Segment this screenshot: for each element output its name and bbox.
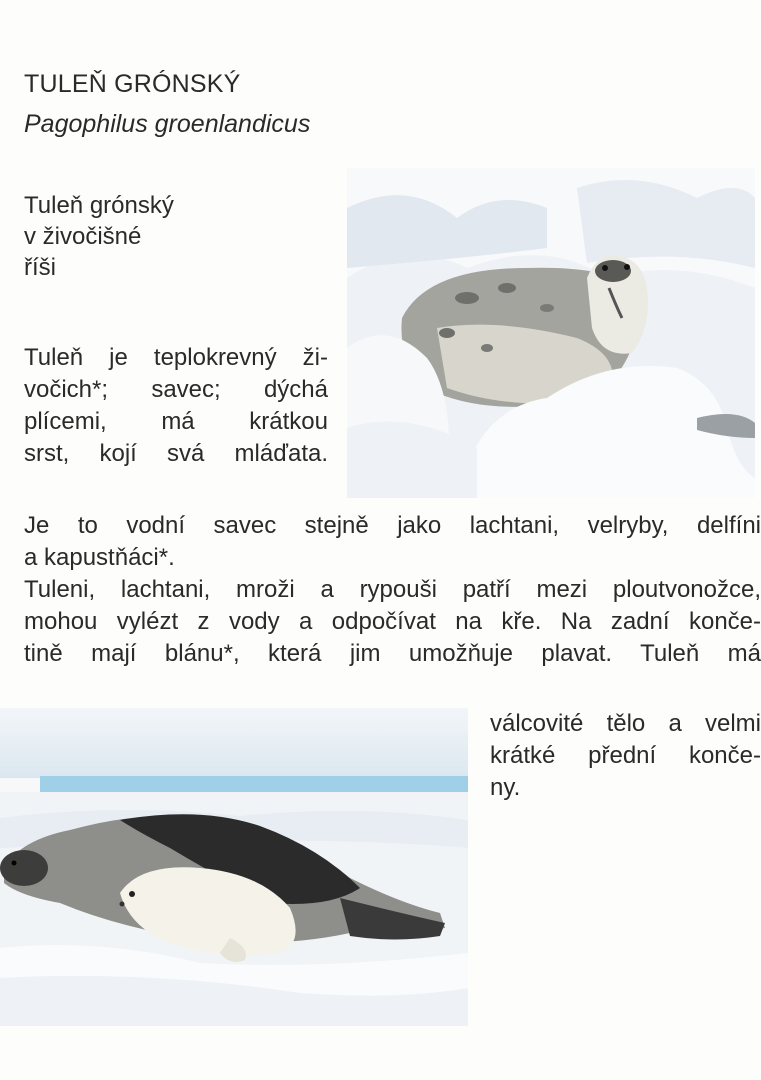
text-line: tině mají blánu*, která jim umožňuje plavat. Tuleň má <box>24 640 761 667</box>
text-line: Tuleň je teplokrevný ži- <box>24 344 328 371</box>
section-heading-line: Tuleň grónský <box>24 192 174 219</box>
text-line: Tuleni, lachtani, mroži a rypouši patří mezi ploutvonožce, <box>24 576 761 603</box>
section-heading-line: říši <box>24 254 56 281</box>
text-line: vočich*; savec; dýchá <box>24 376 328 403</box>
text-line: krátké přední konče- <box>490 742 761 769</box>
text-line: mohou vylézt z vody a odpočívat na kře. Na zadní konče- <box>24 608 761 635</box>
latin-name: Pagophilus groenlandicus <box>24 110 311 138</box>
text-line: srst, kojí svá mláďata. <box>24 440 328 467</box>
seal-with-pup-photo <box>0 708 468 1026</box>
page-title: TULEŇ GRÓNSKÝ <box>24 70 241 98</box>
text-line: Je to vodní savec stejně jako lachtani, velryby, delfíni <box>24 512 761 539</box>
text-line: ny. <box>490 774 521 801</box>
text-line: plícemi, má krátkou <box>24 408 328 435</box>
wide-text <box>24 510 761 670</box>
text-line: válcovité tělo a velmi <box>490 710 761 737</box>
right-column-text <box>490 708 761 804</box>
section-heading <box>24 190 174 283</box>
left-column-text <box>24 342 328 470</box>
text-line: a kapustňáci*. <box>24 544 175 571</box>
section-heading-line: v živočišné <box>24 223 142 250</box>
seal-on-ice-photo <box>347 168 755 498</box>
